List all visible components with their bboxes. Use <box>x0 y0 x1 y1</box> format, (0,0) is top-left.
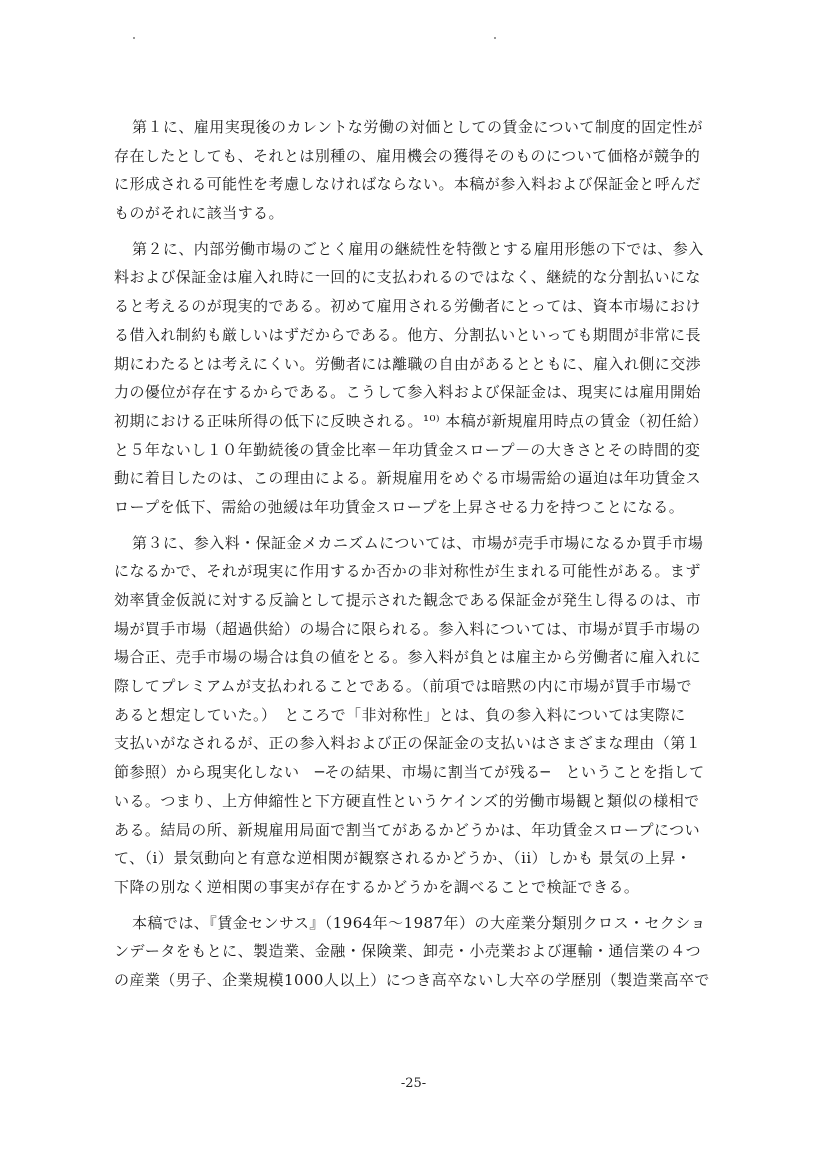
text-line: ると考えるのが現実的である。初めて雇用される労働者にとっては、資本市場におけ <box>114 297 701 316</box>
text-line: ものがそれに該当する。 <box>114 204 284 223</box>
text-line: 節参照）から現実化しない ─その結果、市場に割当てが残る─ ということを指して <box>114 763 705 782</box>
text-line: て、（i）景気動向と有意な逆相関が観察されるかどうか、（ii）しかも 景気の上昇・ <box>114 849 692 868</box>
text-line: 効率賃金仮説に対する反論として提示された観念である保証金が発生し得るのは、市 <box>114 591 702 609</box>
text-line: と５年ないし１０年勤続後の賃金比率－年功賃金スロープ－の大きさとその時間的変 <box>114 440 701 459</box>
text-line: 力の優位が存在するからである。こうして参入料および保証金は、現実には雇用開始 <box>114 383 701 402</box>
text-line: あると想定していた。） ところで「非対称性」とは、負の参入料については実際に <box>114 705 686 724</box>
text-line: に形成される可能性を考慮しなければならない。本稿が参入料および保証金と呼んだ <box>114 175 702 194</box>
text-line: になるかで、それが現実に作用するか否かの非対称性が生まれる可能性がある。まず <box>114 562 701 581</box>
text-line: 動に着目したのは、この理由による。新規雇用をめぐる市場需給の逼迫は年功賃金ス <box>114 469 702 488</box>
text-line: 場が買手市場（超過供給）の場合に限られる。参入料については、市場が買手市場の <box>114 619 701 638</box>
paragraph-3 <box>114 529 724 902</box>
text-line: 支払いがなされるが、正の参入料および正の保証金の支払いはさまざまな理由（第１ <box>114 734 702 753</box>
paragraph-2 <box>114 235 724 522</box>
text-line: ンデータをもとに、製造業、金融・保険業、卸売・小売業および運輸・通信業の４つ <box>114 942 702 961</box>
text-line: 下降の別なく逆相関の事実が存在するかどうかを調べることで検証できる。 <box>114 877 640 896</box>
text-line: の産業（男子、企業規模1000人以上）につき高卒ないし大卒の学歴別（製造業高卒で <box>114 970 710 989</box>
text-line: ある。結局の所、新規雇用局面で割当てがあるかどうかは、年功賃金スロープについ <box>114 820 701 839</box>
text-line: 第３に、参入料・保証金メカニズムについては、市場が売手市場になるか買手市場 <box>132 533 704 552</box>
text-line: 存在したとしても、それとは別種の、雇用機会の獲得そのものについて価格が競争的 <box>114 146 701 165</box>
scan-speck <box>133 37 135 39</box>
body-text <box>114 113 724 1002</box>
text-line: 初期における正味所得の低下に反映される。¹⁰⁾ 本稿が新規雇用時点の賃金（初任給） <box>114 411 708 430</box>
text-line: 場合正、売手市場の場合は負の値をとる。参入料が負とは雇主から労働者に雇入れに <box>114 648 702 667</box>
text-line: る借入れ制約も厳しいはずだからである。他方、分割払いといっても期間が非常に長 <box>114 325 701 344</box>
paragraph-1 <box>114 113 724 228</box>
text-line: ロープを低下、需給の弛緩は年功賃金スロープを上昇させる力を持つことになる。 <box>114 497 685 516</box>
text-line: いる。つまり、上方伸縮性と下方硬直性というケインズ的労働市場観と類似の様相で <box>114 791 700 810</box>
text-line: 第２に、内部労働市場のごとく雇用の継続性を特徴とする雇用形態の下では、参入 <box>132 239 704 258</box>
scan-speck <box>494 37 496 39</box>
text-line: 料および保証金は雇入れ時に一回的に支払われるのではなく、継続的な分割払いにな <box>114 268 701 287</box>
text-line: 本稿では、『賃金センサス』（1964年～1987年）の大産業分類別クロス・セクショ <box>132 913 706 932</box>
paragraph-4 <box>114 909 724 995</box>
text-line: 期にわたるとは考えにくい。労働者には離職の自由があるとともに、雇入れ側に交渉 <box>114 354 702 373</box>
text-line: 第１に、雇用実現後のカレントな労働の対価としての賃金について制度的固定性が <box>132 118 703 136</box>
page-number: -25- <box>400 1076 427 1091</box>
text-line: 際してプレミアムが支払われることである。（前項では暗黙の内に市場が買手市場で <box>114 677 692 696</box>
